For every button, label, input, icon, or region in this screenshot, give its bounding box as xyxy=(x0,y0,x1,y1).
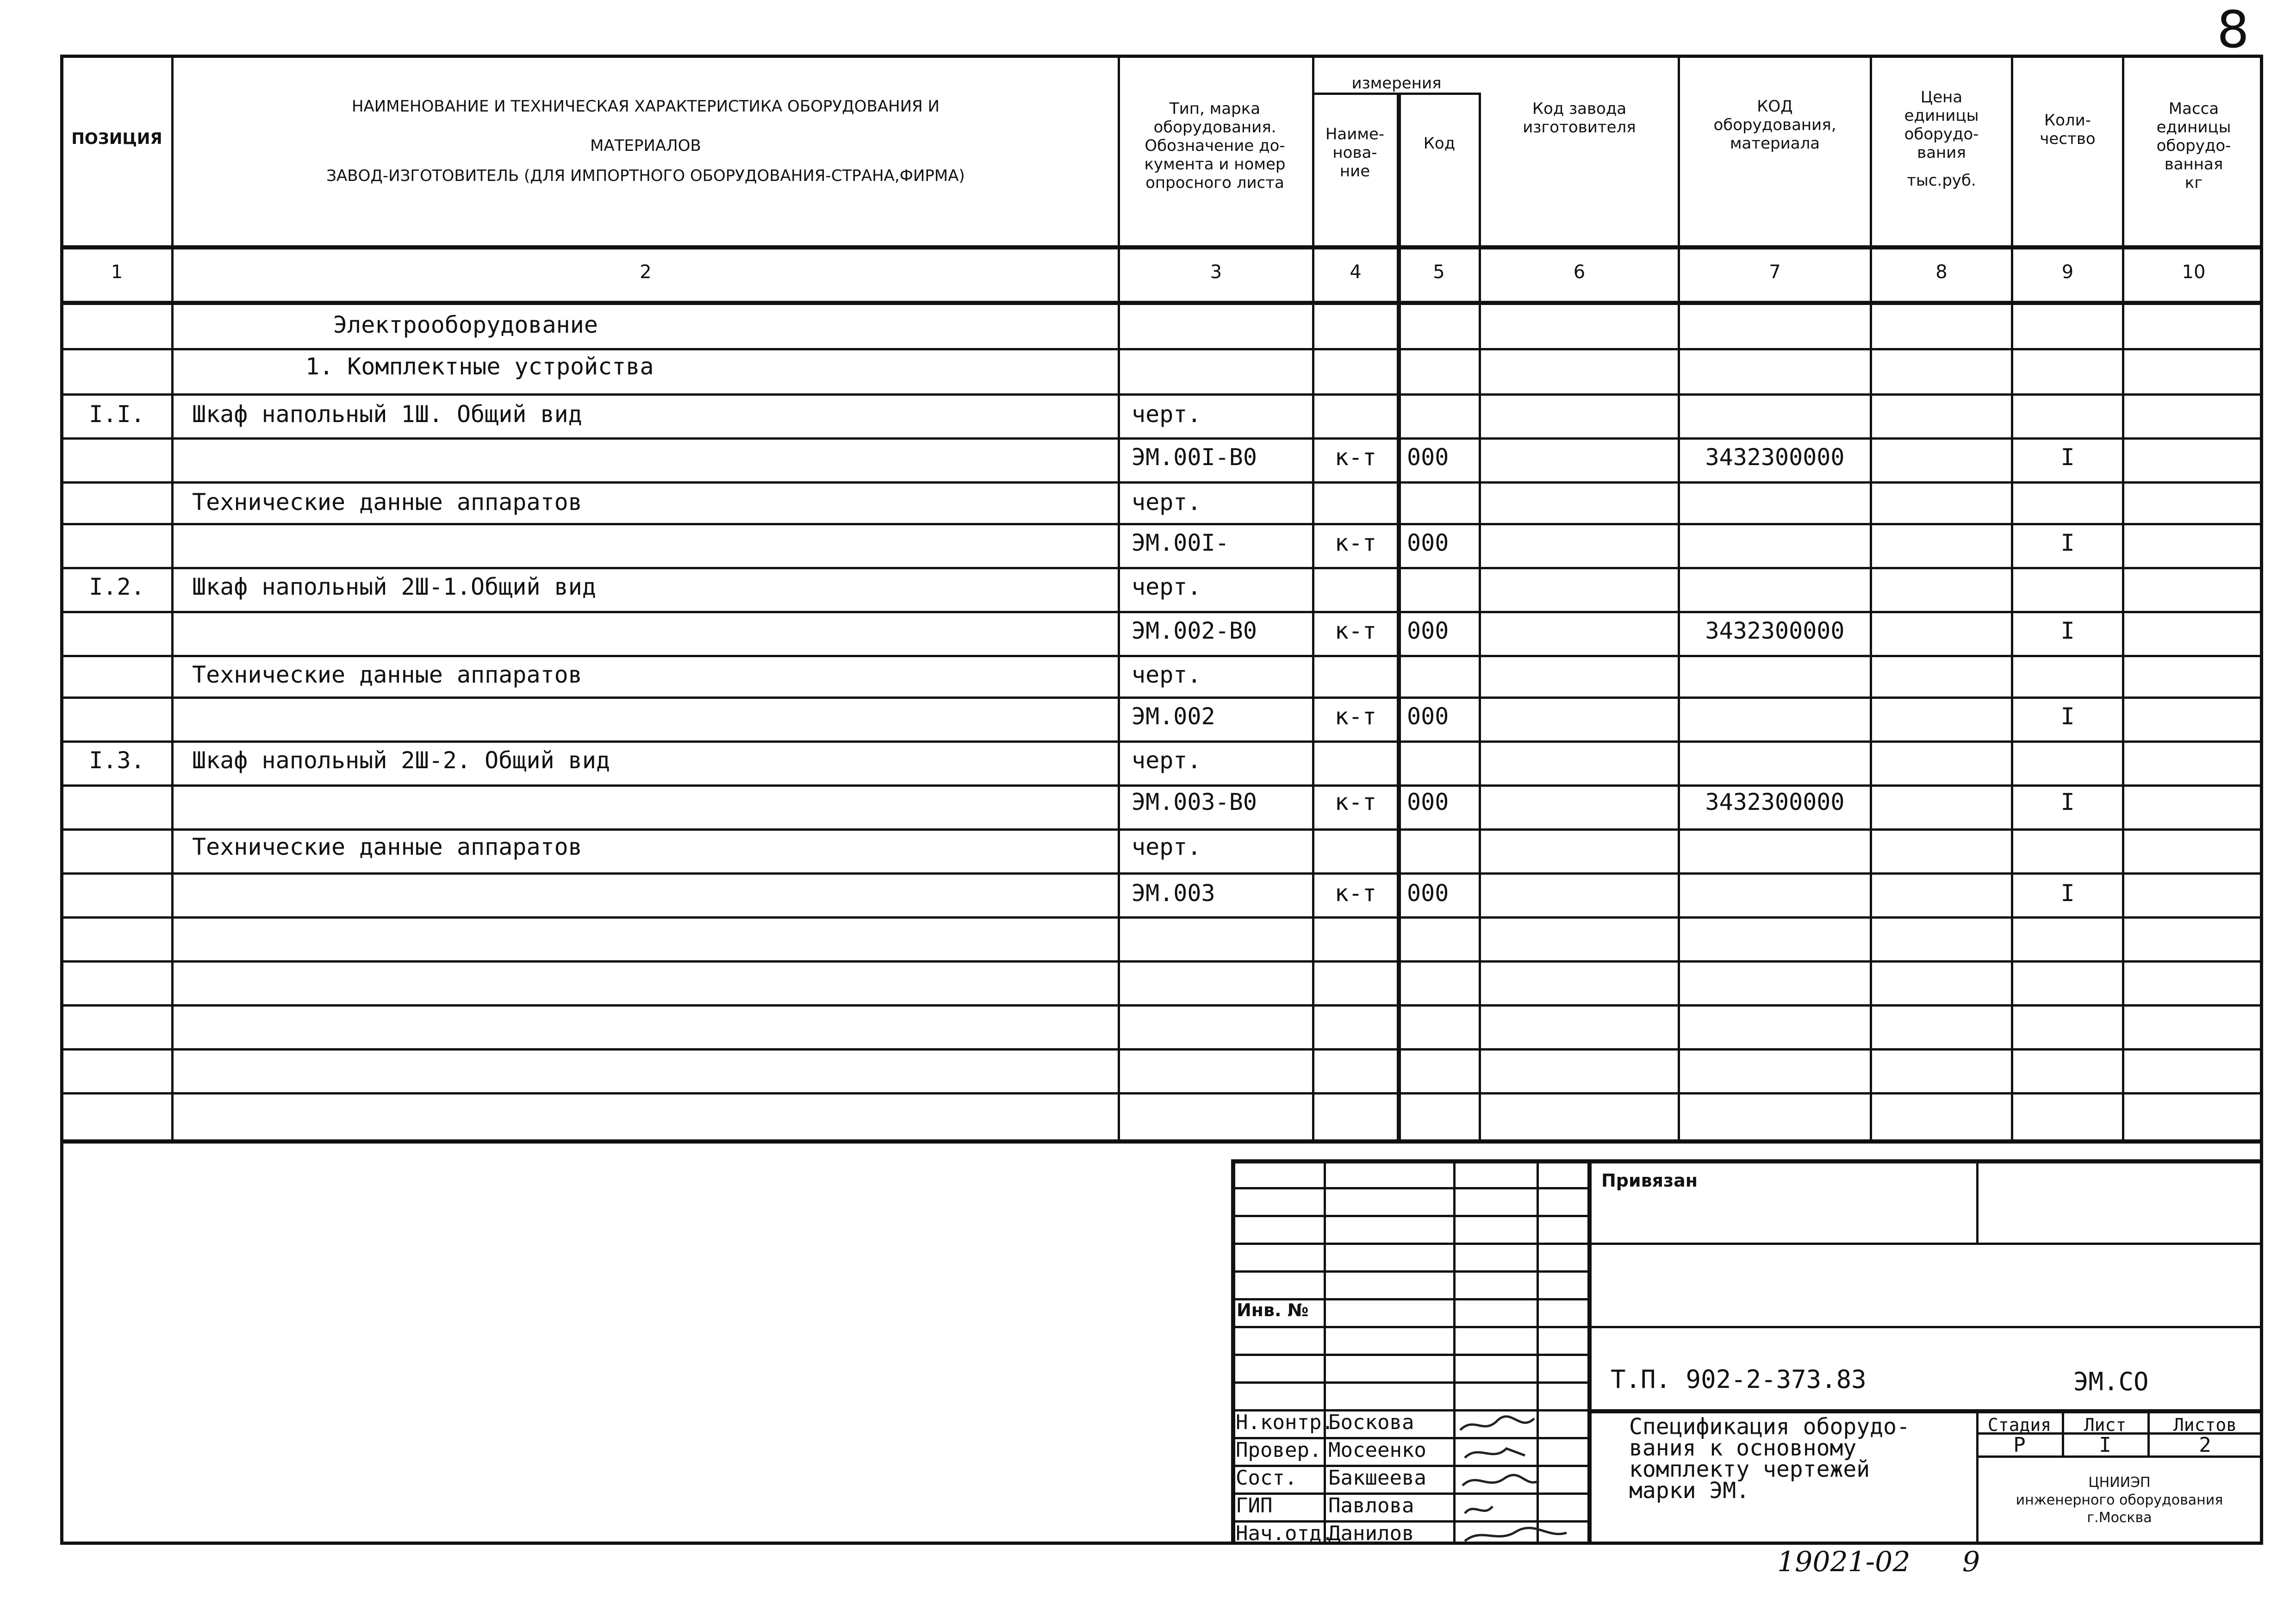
inv-label: Инв. № xyxy=(1237,1300,1309,1320)
row-name: Шкаф напольный 1Ш. Общий вид xyxy=(192,401,582,428)
row-name: Шкаф напольный 2Ш-2. Общий вид xyxy=(192,747,610,774)
footer-page-number: 9 xyxy=(1962,1546,1980,1578)
row-position: I.I. xyxy=(89,401,145,428)
doc-number: Т.П. 902-2-373.83 xyxy=(1611,1365,1867,1394)
sheet-number: 8 xyxy=(2217,0,2249,59)
row-name: Шкаф напольный 2Ш-1.Общий вид xyxy=(192,573,596,600)
row-code: 000 xyxy=(1407,444,1449,471)
row-name: Технические данные аппаратов xyxy=(192,661,582,688)
header-mass: Масса единицы оборудо- ванная кг xyxy=(2156,99,2231,192)
row-name: Электрооборудование xyxy=(333,311,598,338)
colnum: 5 xyxy=(1433,261,1445,283)
row-type: ЭМ.003-B0 xyxy=(1132,789,1257,815)
handwritten-signatures xyxy=(1456,1412,1585,1546)
colnum: 2 xyxy=(640,261,652,283)
row-type: черт. xyxy=(1132,573,1201,600)
header-equipment-code: КОД оборудования, материала xyxy=(1713,97,1836,153)
row-type: черт. xyxy=(1132,489,1201,516)
row-type: ЭМ.00I- xyxy=(1132,529,1229,556)
row-unit: к-т xyxy=(1334,444,1377,471)
row-qty: I xyxy=(2060,703,2075,730)
sheets-value: 2 xyxy=(2199,1433,2211,1457)
sig-name: Данилов xyxy=(1328,1522,1414,1545)
row-name: Технические данные аппаратов xyxy=(192,833,582,860)
footer-archive-number: 19021-02 xyxy=(1777,1546,1910,1578)
row-type: ЭМ.002 xyxy=(1132,703,1215,730)
row-code: 000 xyxy=(1407,880,1449,907)
header-name-line2: МАТЕРИАЛОВ xyxy=(590,137,701,155)
header-name-line1: НАИМЕНОВАНИЕ И ТЕХНИЧЕСКАЯ ХАРАКТЕРИСТИКА ОБОРУДОВАНИЯ И xyxy=(351,97,940,116)
sig-role: ГИП xyxy=(1236,1494,1273,1517)
row-type: черт. xyxy=(1132,833,1201,860)
sig-name: Бакшеева xyxy=(1328,1466,1426,1490)
colnum: 10 xyxy=(2182,261,2206,283)
header-quantity: Коли- чество xyxy=(2040,111,2096,148)
row-type: черт. xyxy=(1132,401,1201,428)
row-qty: I xyxy=(2060,617,2075,644)
row-position: I.3. xyxy=(89,747,145,774)
colnum: 6 xyxy=(1573,261,1586,283)
colnum: 4 xyxy=(1350,261,1362,283)
sig-role: Нач.отд. xyxy=(1236,1522,1334,1545)
sig-name: Мосеенко xyxy=(1328,1438,1426,1462)
row-unit: к-т xyxy=(1334,880,1377,907)
sheets-label: Листов xyxy=(2173,1415,2237,1435)
row-name: Технические данные аппаратов xyxy=(192,489,582,516)
header-unit-name: Наиме- нова- ние xyxy=(1325,125,1385,180)
colnum: 8 xyxy=(1935,261,1948,283)
row-qty: I xyxy=(2060,444,2075,471)
stage-label: Стадия xyxy=(1987,1415,2052,1435)
sig-name: Павлова xyxy=(1328,1494,1414,1517)
sheet-value: I xyxy=(2099,1433,2111,1457)
colnum: 1 xyxy=(111,261,123,283)
sig-name: Боскова xyxy=(1328,1411,1414,1434)
row-qty: I xyxy=(2060,529,2075,556)
row-code: 000 xyxy=(1407,529,1449,556)
row-equip-code: 3432300000 xyxy=(1705,444,1845,471)
row-unit: к-т xyxy=(1334,703,1377,730)
sheet-label: Лист xyxy=(2084,1415,2127,1435)
row-qty: I xyxy=(2060,789,2075,815)
doc-mark: ЭМ.СО xyxy=(2073,1367,2149,1396)
header-price: Цена единицы оборудо- вания тыс.руб. xyxy=(1904,88,1979,190)
row-code: 000 xyxy=(1407,703,1449,730)
row-equip-code: 3432300000 xyxy=(1705,617,1845,644)
row-unit: к-т xyxy=(1334,617,1377,644)
header-type: Тип, марка оборудования. Обозначение до- кумента и номер опросного листа xyxy=(1144,99,1286,192)
row-type: ЭМ.002-B0 xyxy=(1132,617,1257,644)
sig-role: Н.контр. xyxy=(1236,1411,1334,1434)
row-name: 1. Комплектные устройства xyxy=(305,353,654,380)
row-equip-code: 3432300000 xyxy=(1705,789,1845,815)
sig-role: Сост. xyxy=(1236,1466,1297,1490)
bound-label: Привязан xyxy=(1601,1170,1698,1191)
row-code: 000 xyxy=(1407,617,1449,644)
row-type: ЭМ.003 xyxy=(1132,880,1215,907)
doc-description: Спецификация оборудо- вания к основному комплекту чертежей марки ЭМ. xyxy=(1629,1414,1910,1504)
colnum: 3 xyxy=(1210,261,1222,283)
row-type: черт. xyxy=(1132,661,1201,688)
row-position: I.2. xyxy=(89,573,145,600)
sig-role: Провер. xyxy=(1236,1438,1322,1462)
organization: ЦНИИЭП инженерного оборудования г.Москва xyxy=(2016,1474,2223,1526)
header-unit-code: Код xyxy=(1423,134,1456,153)
row-code: 000 xyxy=(1407,789,1449,815)
row-unit: к-т xyxy=(1334,529,1377,556)
row-unit: к-т xyxy=(1334,789,1377,815)
header-position: ПОЗИЦИЯ xyxy=(71,130,162,148)
colnum: 9 xyxy=(2061,261,2074,283)
header-name-line3: ЗАВОД-ИЗГОТОВИТЕЛЬ (ДЛЯ ИМПОРТНОГО ОБОРУДОВАНИЯ-СТРАНА,ФИРМА) xyxy=(326,167,965,185)
stage-value: Р xyxy=(2013,1433,2026,1457)
colnum: 7 xyxy=(1769,261,1781,283)
header-factory-code: Код завода изготовителя xyxy=(1523,99,1636,137)
row-type: черт. xyxy=(1132,747,1201,774)
row-type: ЭМ.00I-B0 xyxy=(1132,444,1257,471)
row-qty: I xyxy=(2060,880,2075,907)
header-unit-group: измерения xyxy=(1351,74,1442,93)
